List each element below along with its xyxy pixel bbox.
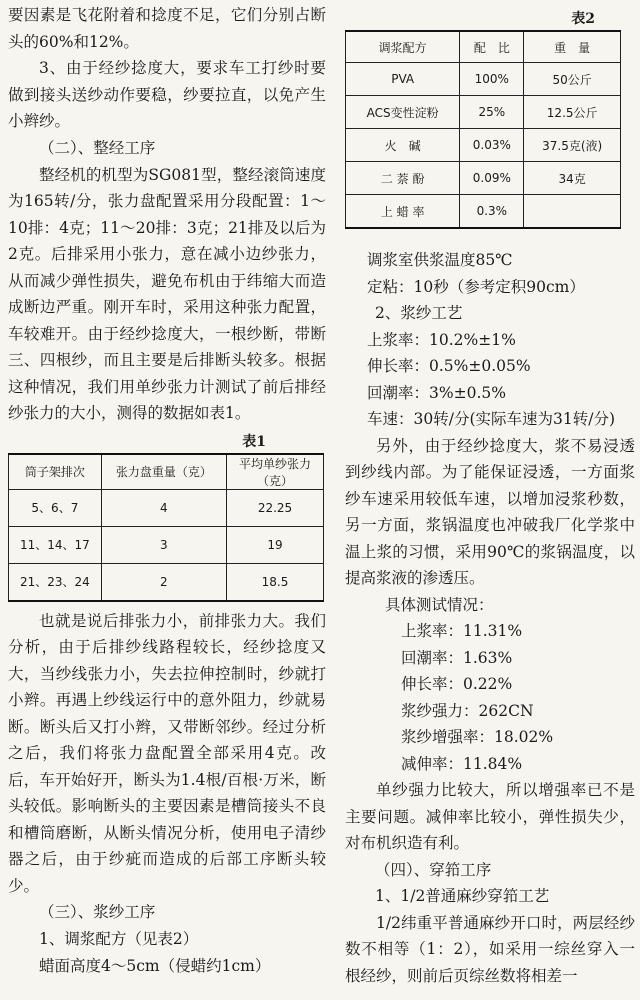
table-row (9, 526, 324, 563)
table-cell: 11、14、17 (9, 526, 102, 563)
paragraph-strength-conclusion: 单纱强力比较大，所以增强率已不是主要问题。减伸率比较小，弹性损失少，对布机织造有利。 (345, 781, 635, 852)
right-column (345, 0, 635, 989)
line-supply-temperature: 调浆室供浆温度85℃ (367, 251, 513, 269)
table2 (345, 30, 621, 229)
table-cell: 0.03% (460, 129, 524, 162)
paragraph-warping: 整经机的机型为SG081型，整经滚筒速度为165转/分，张力盘配置采用分段配置：1～10排：4克；11～20排：3克；21排及以后为2克。后排采用小张力，意在减小边纱张力，从而减少弹性损失，避免布机由于纬缩大而造成断边严重。刚开车时，采用这种张力配置，车较难开。由于经纱捻度大，一根纱断，带断三、四根纱，而且主要是后排断头较多。根据这种情况，我们用单纱张力计测试了前后排经纱张力的大小，测得的数据如表1。 (8, 165, 326, 422)
table-cell: 火 碱 (346, 129, 460, 162)
table-row (346, 63, 621, 96)
section-heading-reeding: （四）、穿筘工序 (375, 860, 492, 879)
line-speed: 车速：30转/分(实际车速为31转/分) (367, 410, 615, 428)
paragraph-continuation: 要因素是飞花附着和捻度不足，它们分别占断头的60%和12%。 (8, 6, 326, 51)
table-cell: 22.25 (227, 489, 324, 526)
paragraph-point-3: 3、由于经纱捻度大，要求车工打纱时要做到接头送纱动作要稳，纱要拉直，以免产生小辫纱。 (8, 59, 326, 130)
section-heading-sizing: （三）、浆纱工序 (39, 903, 156, 921)
line-viscosity: 定粘：10秒（参考定积90cm） (367, 277, 585, 296)
table-cell: 100% (460, 63, 524, 96)
line-test-intro: 具体测试情况： (385, 595, 494, 614)
table-cell: 21、23、24 (9, 563, 102, 601)
section-heading-warping: （二）、整经工序 (39, 138, 156, 157)
table-cell: 3 (101, 526, 226, 563)
table-cell: 25% (460, 96, 524, 129)
table-cell: 18.5 (227, 563, 324, 601)
table-cell: 二 萘 酚 (346, 162, 460, 195)
table-cell: 0.09% (460, 162, 524, 195)
table1 (8, 453, 324, 602)
table-cell (524, 195, 621, 229)
table1-header: 筒子架排次 (9, 454, 102, 490)
table2-header: 重 量 (524, 31, 621, 63)
table2-caption: 表2 (571, 11, 595, 27)
table-row (346, 129, 621, 162)
table1-header-row (9, 454, 324, 490)
paragraph-reeding: 1/2纬重平普通麻纱开口时，两层经纱数不相等（1：2），如采用一综丝穿入一根经纱，则前后页综丝数将相差一 (345, 913, 635, 985)
table-cell: PVA (346, 63, 460, 96)
table2-header: 配 比 (460, 31, 524, 63)
table-cell: 34克 (524, 162, 621, 195)
table-cell: 5、6、7 (9, 489, 102, 526)
stat-yarn-strength: 浆纱强力：262CN (401, 701, 534, 720)
table1-header: 张力盘重量（克） (101, 454, 226, 490)
table1-header: 平均单纱张力（克） (227, 454, 324, 490)
table-cell: 4 (101, 489, 226, 526)
paragraph-penetration: 另外，由于经纱捻度大，浆不易浸透到纱线内部。为了能保证浸透，一方面浆纱车速采用较低车速，以增加浸浆秒数，另一方面，浆锅温度也冲破我厂化学浆中温上浆的习惯，采用90℃的浆锅温度，以提高浆液的渗透压。 (345, 436, 635, 587)
table2-header-row (346, 31, 621, 63)
table-cell: 2 (101, 563, 226, 601)
stat-strength-gain: 浆纱增强率：18.02% (401, 728, 554, 746)
table-row (346, 96, 621, 129)
paragraph-wax-height: 蜡面高度4～5cm（侵蜡约1cm） (39, 957, 271, 975)
subheading-reeding-process: 1、1/2普通麻纱穿筘工艺 (375, 887, 550, 905)
table-cell: 0.3% (460, 195, 524, 229)
table-cell: ACS变性淀粉 (346, 96, 460, 129)
table-row (346, 195, 621, 229)
stat-moisture-regain: 回潮率：1.63% (401, 648, 513, 667)
table2-header: 调浆配方 (346, 31, 460, 63)
line-size-add-on: 上浆率：10.2%±1% (367, 330, 516, 349)
table-row (9, 489, 324, 526)
left-column (8, 0, 326, 980)
table-cell: 上 蜡 率 (346, 195, 460, 229)
stat-size-add-on: 上浆率：11.31% (401, 622, 523, 640)
table-cell: 12.5公斤 (524, 96, 621, 129)
table-row (9, 563, 324, 601)
stat-elongation-loss: 减伸率：11.84% (401, 754, 523, 773)
paragraph-analysis: 也就是说后排张力小，前排张力大。我们分析，由于后排纱线路程较长，经纱捻度又大，当纱线张力小，失去拉伸控制时，纱就打小辫。再遇上纱线运行中的意外阻力，纱就易断。断头后又打小辫，又带断邻纱。经过分析之后，我们将张力盘配置全部采用4克。改后，车开始好开，断头为1.4根/百根·万米，断头较低。影响断头的主要因素是槽筒接头不良和槽筒磨断，从断头情况分析，使用电子清纱器之后，由于纱疵而造成的后部工序断头较少。 (8, 611, 326, 895)
table-row (346, 162, 621, 195)
subheading-sizing-process: 2、浆纱工艺 (375, 304, 463, 322)
subheading-size-recipe: 1、调浆配方（见表2） (39, 930, 199, 948)
table-cell: 19 (227, 526, 324, 563)
line-moisture-regain: 回潮率：3%±0.5% (367, 383, 506, 402)
table1-caption: 表1 (242, 433, 266, 450)
table-cell: 37.5克(液) (524, 129, 621, 162)
line-elongation: 伸长率：0.5%±0.05% (367, 357, 531, 375)
table-cell: 50公斤 (524, 63, 621, 96)
stat-elongation: 伸长率：0.22% (401, 675, 513, 693)
